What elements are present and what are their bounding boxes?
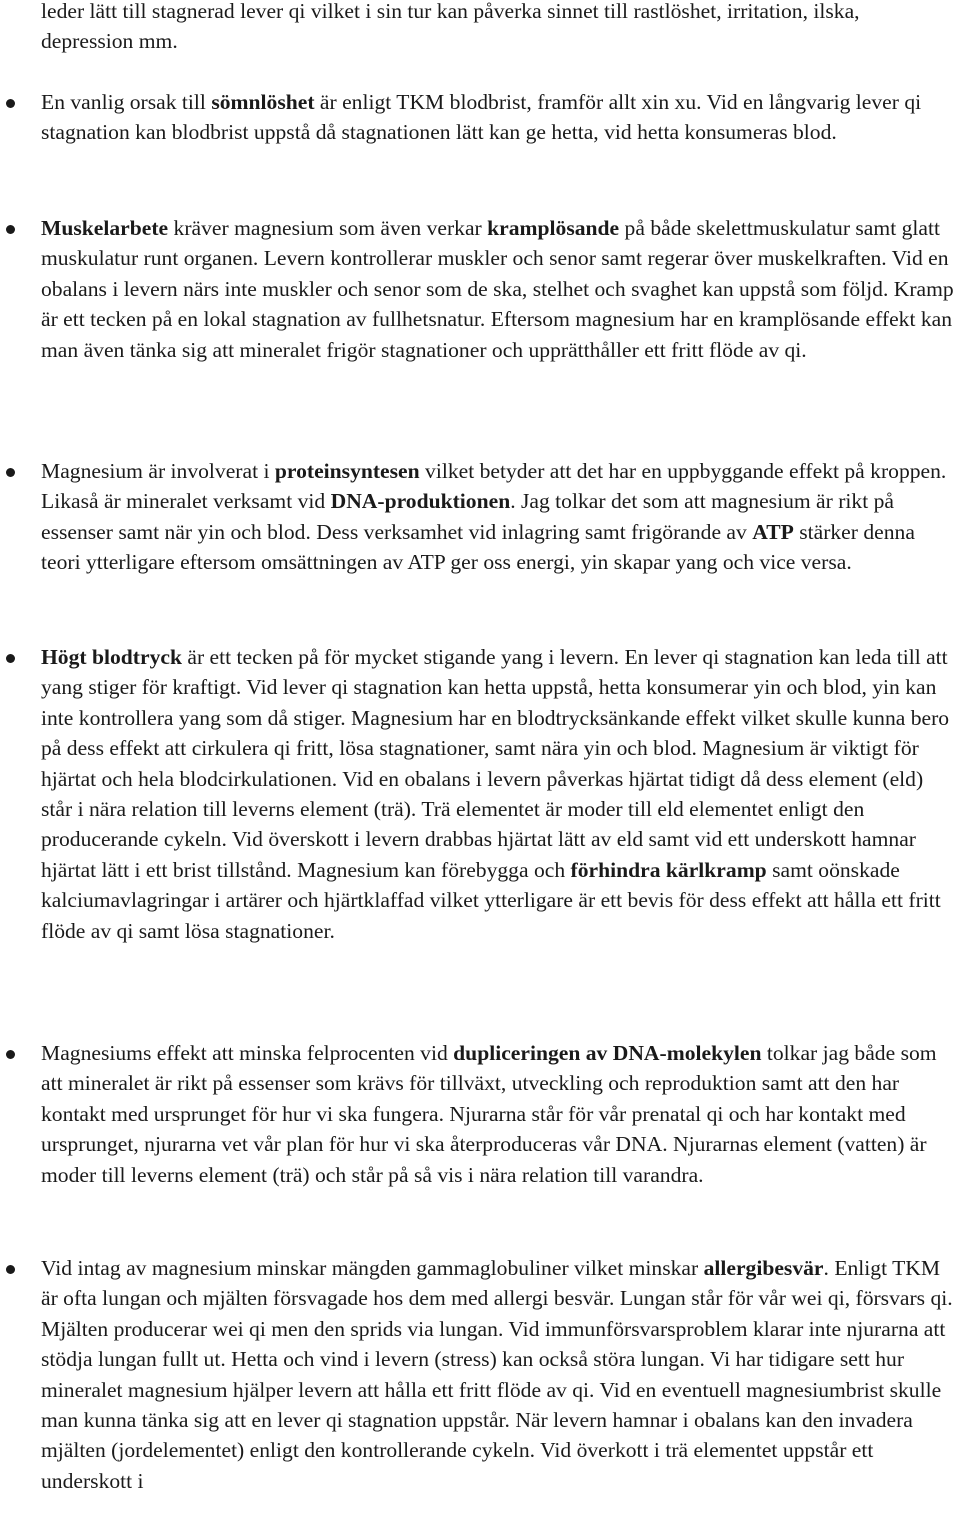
bullet-icon — [6, 225, 15, 234]
bullet-item-dna — [41, 1038, 956, 1190]
bullet-icon — [6, 468, 15, 477]
bullet-item-muskelarbete — [41, 213, 956, 365]
paragraph: Magnesium är involverat i proteinsyntesen vilket betyder att det har en uppbyggande effekt på kroppen. Likaså är mineralet verksamt vid DNA-produktionen. Jag tolkar det som att magnesium är rikt på essenser samt när yin och blod. Dess verksamhet vid inlagring samt frigörande av ATP stärker denna teori ytterligare eftersom omsättningen av ATP ger oss energi, yin skapar yang och vice versa. — [41, 459, 947, 575]
bullet-item-somnloshet — [41, 87, 956, 148]
bullet-icon — [6, 99, 15, 108]
paragraph: Muskelarbete kräver magnesium som även verkar kramplösande på både skelettmuskulatur samt glatt muskulatur runt organen. Levern kontrollerar muskler och senor samt regerar över muskelkraften. Vid en obalans i levern närs inte muskler och senor som de ska, stelhet och svaghet kan uppstå som följd. Kramp är ett tecken på en lokal stagnation av fullhetsnatur. Eftersom magnesium har en kramplösande effekt kan man även tänka sig att mineralet frigör stagnationer och upprätthåller ett fritt flöde av qi. — [41, 216, 954, 362]
intro-paragraph: leder lätt till stagnerad lever qi vilket i sin tur kan påverka sinnet till rastlöshet, irritation, ilska, depression mm. — [41, 0, 860, 54]
bullet-item-allergi — [41, 1253, 956, 1496]
paragraph: Magnesiums effekt att minska felprocenten vid dupliceringen av DNA-molekylen tolkar jag både som att mineralet är rikt på essenser som krävs för tillväxt, utveckling och reproduktion samt att den har kontakt med ursprunget för hur vi ska fungera. Njurarna står för vår prenatal qi och har kontakt med ursprunget, njurarna vet vår plan för hur vi ska återproduceras vår DNA. Njurarnas element (vatten) är moder till leverns element (trä) och står på så vis i nära relation till varandra. — [41, 1041, 937, 1187]
bullet-icon — [6, 1050, 15, 1059]
bullet-item-blodtryck — [41, 642, 956, 946]
bullet-icon — [6, 1265, 15, 1274]
bullet-item-proteinsyntes — [41, 456, 956, 578]
bullet-icon — [6, 654, 15, 663]
paragraph: En vanlig orsak till sömnlöshet är enligt TKM blodbrist, framför allt xin xu. Vid en långvarig lever qi stagnation kan blodbrist uppstå då stagnationen lätt kan ge hetta, vid hetta konsumeras blod. — [41, 90, 922, 145]
paragraph: Vid intag av magnesium minskar mängden gammaglobuliner vilket minskar allergibesvär. Enligt TKM är ofta lungan och mjälten försvagade hos dem med allergi besvär. Lungan står för vår wei qi, försvars qi. Mjälten producerar wei qi men den sprids via lungan. Vid immunförsvarsproblem klarar inte njurarna att stödja lungan fullt ut. Hetta och vind i levern (stress) kan också störa lungan. Vi har tidigare sett hur mineralet magnesium hjälper levern att hålla ett fritt flöde av qi. Vid en eventuell magnesiumbrist skulle man kunna tänka sig att en lever qi stagnation uppstår. När levern hamnar i obalans kan den invadera mjälten (jordelementet) enligt den kontrollerande cykeln. Vid överkott i trä elementet uppstår ett underskott i — [41, 1256, 953, 1493]
paragraph: Högt blodtryck är ett tecken på för mycket stigande yang i levern. En lever qi stagnation kan leda till att yang stiger för kraftigt. Vid lever qi stagnation kan hetta uppstå, hetta konsumerar yin och blod, yin kan inte kontrollera yang som då stiger. Magnesium har en blodtrycksänkande effekt vilket skulle kunna bero på dess effekt att cirkulera qi fritt, lösa stagnationer, samt nära yin och blod. Magnesium är viktigt för hjärtat och hela blodcirkulationen. Vid en obalans i levern påverkas hjärtat tidigt då dess element (eld) står i nära relation till leverns element (trä). Trä elementet är moder till eld elementet enligt den producerande cykeln. Vid överskott i levern drabbas hjärtat lätt av eld samt vid ett underskott hamnar hjärtat lätt i ett brist tillstånd. Magnesium kan förebygga och förhindra kärlkramp samt oönskade kalciumavlagringar i artärer och hjärtklaffad vilket ytterligare är ett bevis för dess effekt att hålla ett fritt flöde av qi samt lösa stagnationer. — [41, 645, 950, 943]
